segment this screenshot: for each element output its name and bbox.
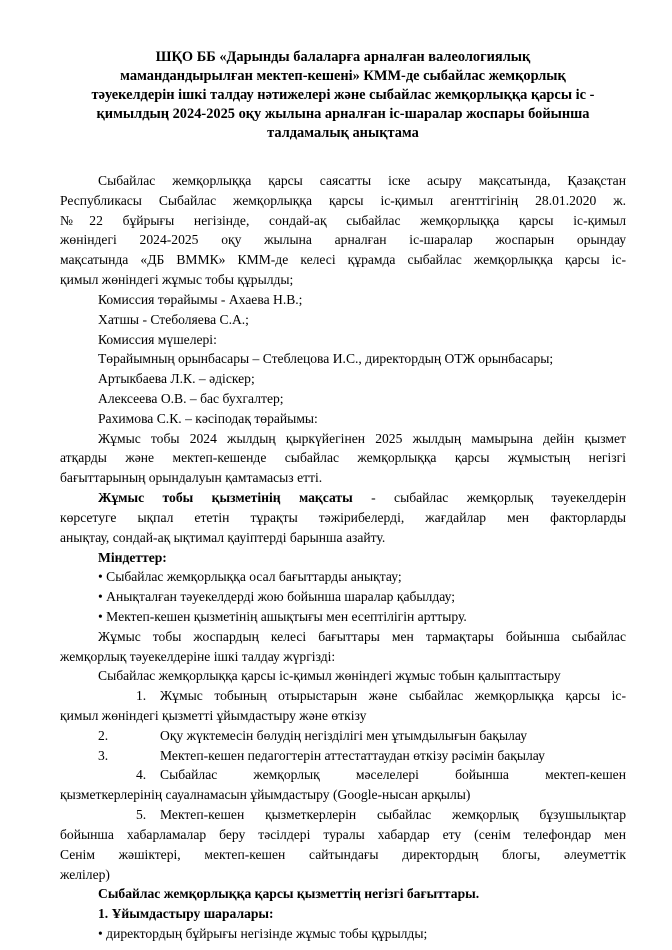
- title-line: ШҚО ББ «Дарынды балаларға арналған валеологиялық: [155, 49, 531, 65]
- tasks-heading: Міндеттер:: [98, 550, 167, 565]
- org-heading: 1. Ұйымдастыру шаралары:: [98, 906, 274, 921]
- commission-member: Артыкбаева Л.К. – әдіскер;: [98, 371, 255, 386]
- plan-item-number: 1.: [136, 688, 147, 703]
- intro-line: Сыбайлас жемқорлыққа қарсы саясатты іске асыру мақсатында, Қазақстан: [98, 173, 626, 188]
- title-line: тәуекелдерін ішкі талдау нәтижелері және сыбайлас жемқорлыққа қарсы іс -: [91, 87, 595, 103]
- plan-item-text: Оқу жүктемесін бөлудің негізділігі мен ұтымдылығын бақылау: [160, 728, 527, 743]
- commission-member: Рахимова С.К. – кәсіподақ төрайымы:: [98, 411, 318, 426]
- work-line: Жұмыс тобы 2024 жылдың қыркүйегінен 2025 жылдың мамырына дейін қызмет: [98, 431, 626, 446]
- work-line: атқарды және мектеп-кешенде сыбайлас жемқорлыққа қарсы жұмыстың негізгі: [60, 450, 626, 465]
- intro-line: Республикасы Сыбайлас жемқорлыққа қарсы іс-қимыл агенттігінің 28.01.2020 ж.: [60, 193, 626, 208]
- org-item: • директордың бұйрығы негізінде жұмыс тобы құрылды;: [98, 926, 428, 941]
- main-directions-heading: Сыбайлас жемқорлыққа қарсы қызметтің негізгі бағыттары.: [98, 886, 480, 901]
- formation-line: Сыбайлас жемқорлыққа қарсы іс-қимыл жөніндегі жұмыс тобын қалыптастыру: [98, 668, 561, 683]
- title-line: талдамалық анықтама: [267, 125, 419, 141]
- plan-item-cont: қимыл жөніндегі қызметті ұйымдастыру және өткізу: [60, 708, 367, 723]
- plan-item: [60, 687, 626, 704]
- document-title: [60, 48, 626, 143]
- intro-line: қимыл жөніндегі жұмыс тобы құрылды;: [60, 272, 294, 287]
- plan-item-number: 2.: [98, 728, 109, 743]
- plan-item-cont: Сенім жәшіктері, мектеп-кешен сайтындағы директордың блогы, әлеуметтік: [60, 847, 626, 862]
- plan-item-cont: бойынша хабарламалар беру тәсілдері туралы хабардар ету (сенім телефондар мен: [60, 827, 626, 842]
- plan-item-cont: қызметкерлерінің сауалнамасын ұйымдастыру (Google-нысан арқылы): [60, 787, 471, 802]
- plan-item: [98, 747, 545, 764]
- plan-item-cont: желілер): [60, 867, 110, 882]
- plan-item-text: Сыбайлас жемқорлық мәселелері бойынша мектеп-кешен: [160, 767, 626, 782]
- analysis-line: Жұмыс тобы жоспардың келесі бағыттары мен тармақтары бойынша сыбайлас: [98, 629, 626, 644]
- task-item: • Анықталған тәуекелдерді жою бойынша шаралар қабылдау;: [98, 589, 455, 604]
- purpose-line: көрсетуге ықпал ететін тұрақты тәжірибелерді, жағдайлар мен факторларды: [60, 510, 626, 525]
- commission-members-label: Комиссия мүшелері:: [98, 332, 217, 347]
- plan-item: [60, 806, 626, 823]
- purpose-line: анықтау, сондай-ақ ықтимал қауіптерді барынша азайту.: [60, 530, 386, 545]
- plan-item: [98, 727, 527, 744]
- plan-item-number: 5.: [136, 807, 147, 822]
- work-line: бағыттарының орындалуын қамтамасыз етті.: [60, 470, 323, 485]
- purpose-bold: Жұмыс тобы қызметінің мақсаты: [98, 490, 353, 505]
- title-line: қимылдың 2024-2025 оқу жылына арналған іс-шаралар жоспары бойынша: [96, 106, 590, 122]
- plan-item-text: Мектеп-кешен қызметкерлерін сыбайлас жемқорлық бұзушылықтар: [160, 807, 626, 822]
- commission-member: Алексеева О.В. – бас бухгалтер;: [98, 391, 284, 406]
- commission-member: Төрайымның орынбасары – Стеблецова И.С., директордың ОТЖ орынбасары;: [98, 351, 554, 366]
- plan-item-number: 3.: [98, 748, 109, 763]
- plan-item-text: Мектеп-кешен педагогтерін аттестаттаудан өткізу рәсімін бақылау: [160, 748, 545, 763]
- task-item: • Мектеп-кешен қызметінің ашықтығы мен есептілігін арттыру.: [98, 609, 467, 624]
- task-item: • Сыбайлас жемқорлыққа осал бағыттарды анықтау;: [98, 569, 402, 584]
- plan-item: [60, 766, 626, 783]
- purpose-line: [60, 489, 626, 506]
- title-line: мамандандырылған мектеп-кешені» КММ-де сыбайлас жемқорлық: [120, 68, 566, 84]
- analysis-line: жемқорлық тәуекелдеріне ішкі талдау жүргізді:: [60, 649, 336, 664]
- intro-line: жөніндегі 2024-2025 оқу жылына арналған іс-шаралар жоспарын орындау: [60, 232, 626, 247]
- intro-line: №22 бұйрығы негізінде, сондай-ақ сыбайлас жемқорлыққа қарсы іс-қимыл: [60, 213, 626, 228]
- plan-item-number: 4.: [136, 767, 147, 782]
- commission-chair: Комиссия төрайымы - Ахаева Н.В.;: [98, 292, 303, 307]
- commission-secretary: Хатшы - Стеболяева С.А.;: [98, 312, 249, 327]
- plan-item-text: Жұмыс тобының отырыстарын және сыбайлас жемқорлыққа қарсы іс-: [160, 688, 626, 703]
- intro-line: мақсатында «ДБ ВММК» КММ-де келесі құрамда сыбайлас жемқорлыққа қарсы іс-: [60, 252, 626, 267]
- purpose-rest: - сыбайлас жемқорлық тәуекелдерін: [352, 490, 626, 505]
